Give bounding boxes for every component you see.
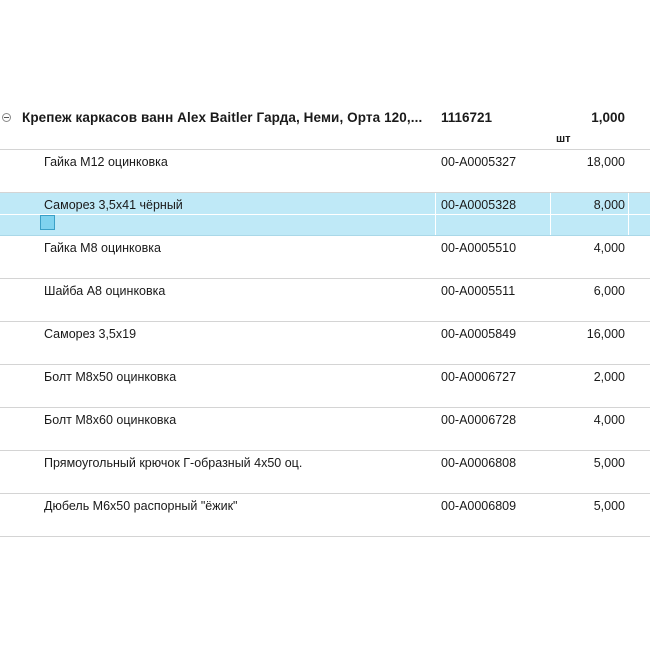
table-row-selected[interactable]: [0, 193, 650, 236]
column-separator: [435, 193, 436, 235]
item-code: 00-А0005849: [441, 327, 517, 341]
item-quantity: 4,000: [593, 413, 625, 427]
table-row[interactable]: [0, 150, 650, 193]
column-separator: [550, 193, 551, 235]
item-quantity: 2,000: [593, 370, 625, 384]
group-row[interactable]: [0, 95, 650, 150]
group-title: Крепеж каркасов ванн Alex Baitler Гарда, Неми, Орта 120,...: [22, 110, 423, 125]
table-row[interactable]: [0, 451, 650, 494]
item-quantity: 6,000: [593, 284, 625, 298]
item-name: Болт М8х50 оцинковка: [44, 370, 177, 384]
item-name: Прямоугольный крючок Г-образный 4х50 оц.: [44, 456, 303, 470]
item-name: Шайба А8 оцинковка: [44, 284, 166, 298]
table-row[interactable]: [0, 236, 650, 279]
item-code: 00-А0005327: [441, 155, 517, 169]
item-code: 00-А0005510: [441, 241, 517, 255]
table-row[interactable]: [0, 494, 650, 537]
table-row[interactable]: [0, 408, 650, 451]
item-quantity: 5,000: [593, 499, 625, 513]
item-code: 00-А0006727: [441, 370, 517, 384]
group-code: 1116721: [441, 110, 493, 125]
table-row[interactable]: [0, 365, 650, 408]
item-quantity: 8,000: [593, 198, 625, 212]
group-quantity: 1,000: [591, 110, 625, 125]
item-name: Гайка М12 оцинковка: [44, 155, 168, 169]
item-code: 00-А0006808: [441, 456, 517, 470]
item-quantity: 16,000: [586, 327, 625, 341]
spec-grid: [0, 95, 650, 537]
item-name: Болт М8х60 оцинковка: [44, 413, 177, 427]
item-name: Саморез 3,5х41 чёрный: [44, 198, 183, 212]
item-code: 00-А0006728: [441, 413, 517, 427]
item-code: 00-А0005511: [441, 284, 516, 298]
item-quantity: 5,000: [593, 456, 625, 470]
group-unit: шт: [556, 133, 571, 145]
item-quantity: 4,000: [593, 241, 625, 255]
table-row[interactable]: [0, 322, 650, 365]
item-code: 00-А0005328: [441, 198, 517, 212]
item-code: 00-А0006809: [441, 499, 517, 513]
item-name: Гайка М8 оцинковка: [44, 241, 161, 255]
item-name: Дюбель М6х50 распорный "ёжик": [44, 499, 238, 513]
collapse-icon[interactable]: [2, 113, 11, 122]
active-cell-marker[interactable]: [40, 215, 55, 230]
table-row[interactable]: [0, 279, 650, 322]
item-quantity: 18,000: [586, 155, 625, 169]
item-name: Саморез 3,5х19: [44, 327, 137, 341]
column-separator: [628, 193, 629, 235]
